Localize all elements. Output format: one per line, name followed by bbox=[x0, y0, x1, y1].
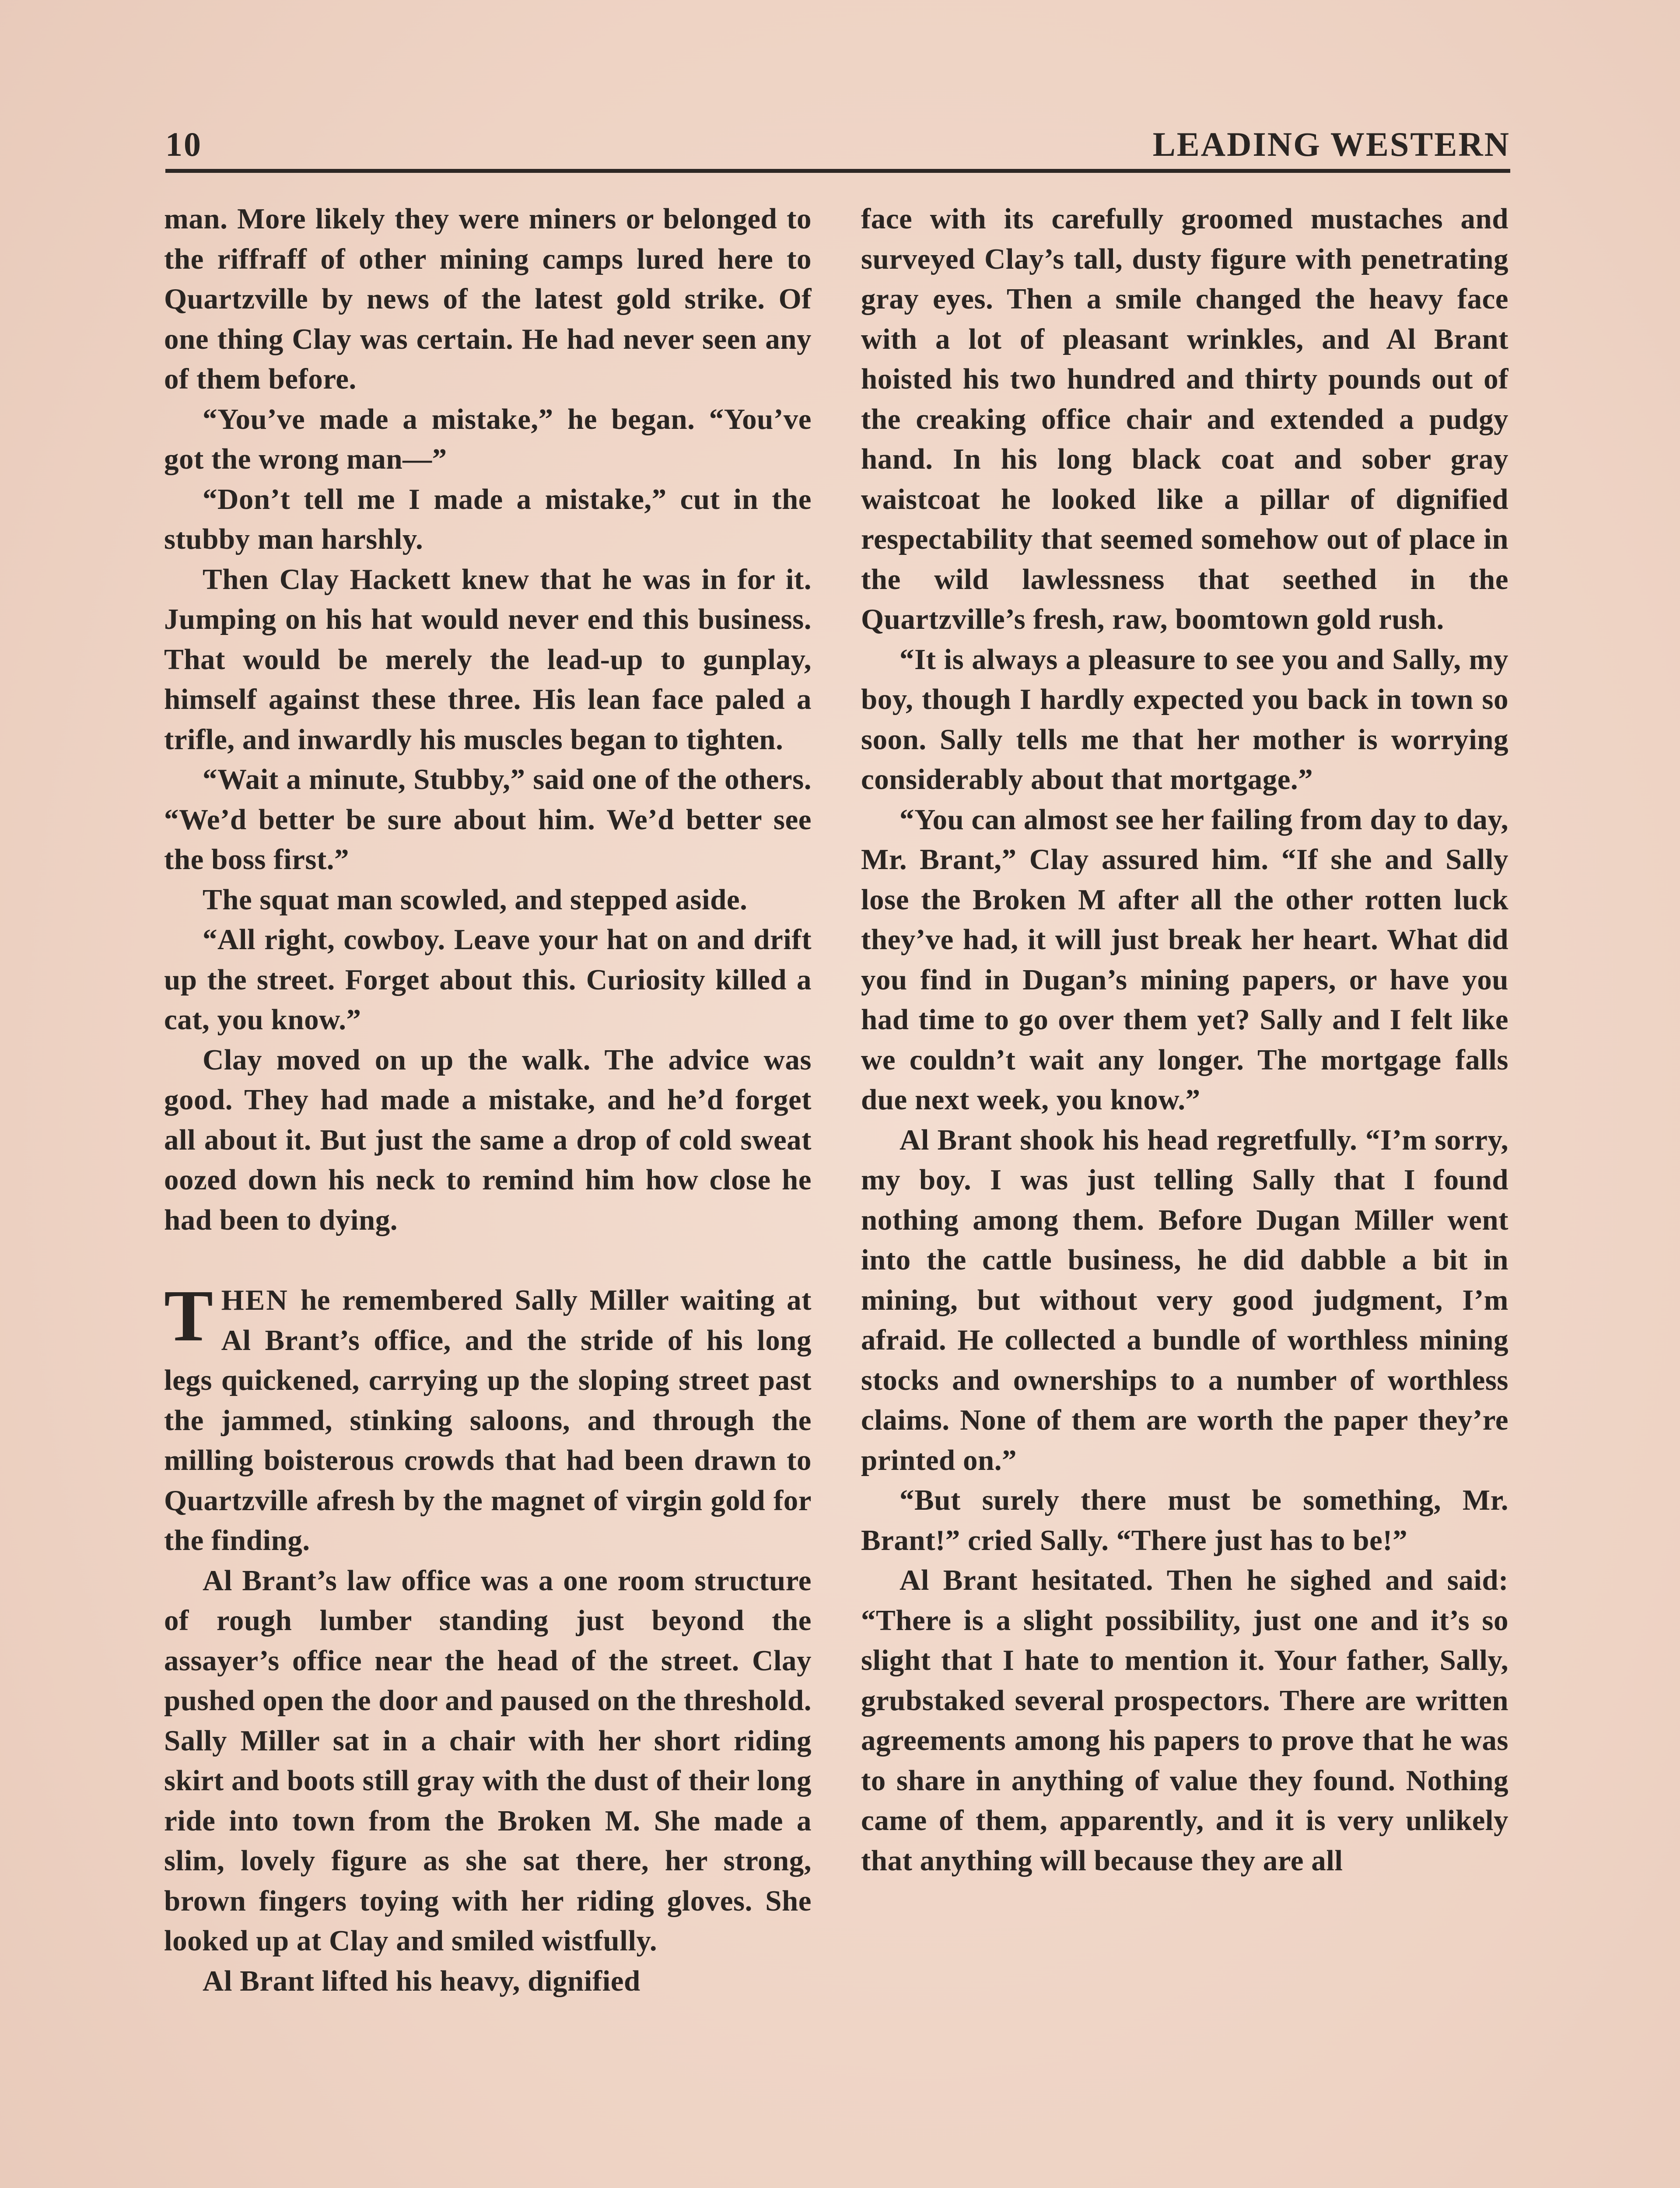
paragraph: face with its carefully groomed mustaches and surveyed Clay’s tall, dusty figure with penetrating gray eyes. Then a smile changed the heavy face with a lot of pleasant wrinkles, and Al Brant hoisted his two hundred and thirty pounds out of the creaking office chair and extended a pudgy hand. In his long black coat and sober gray waistcoat he looked like a pillar of dignified respectability that seemed somehow out of place in the wild lawlessness that seethed in the Quartzville’s fresh, raw, boomtown gold rush. bbox=[861, 203, 1508, 635]
page-number: 10 bbox=[165, 125, 202, 163]
publication-title: LEADING WESTERN bbox=[1152, 125, 1510, 163]
paragraph: Clay moved on up the walk. The advice was good. They had made a mistake, and he’d forget all about it. But just the same a drop of cold sweat oozed down his neck to remind him how close he had been to dying. bbox=[164, 1043, 812, 1236]
left-column bbox=[164, 199, 812, 2001]
paragraph: “You can almost see her failing from day to day, Mr. Brant,” Clay assured him. “If she and Sally lose the Broken M after all the other rotten luck they’ve had, it will just break her heart. What did you find in Dugan’s mining papers, or have you had time to go over them yet? Sally and I felt like we couldn’t wait any longer. The mortgage falls due next week, you know.” bbox=[861, 803, 1508, 1116]
paragraph: Al Brant hesitated. Then he sighed and said: “There is a slight possibility, just one and it’s so slight that I hate to mention it. Your father, Sally, grubstaked several prospectors. There are written agreements among his papers to prove that he was to share in anything of value they found. Nothing came of them, apparently, and it is very unlikely that anything will because they are all bbox=[861, 1564, 1508, 1877]
paragraph: The squat man scowled, and stepped aside. bbox=[203, 883, 748, 916]
paragraph: Al Brant shook his head regretfully. “I’m sorry, my boy. I was just telling Sally that I found nothing among them. Before Dugan Miller went into the cattle business, he did dabble a bit in mining, but without very good judgment, I’m afraid. He collected a bundle of worthless mining stocks and ownerships to a number of worthless claims. None of them are worth the paper they’re printed on.” bbox=[861, 1123, 1508, 1476]
right-column bbox=[861, 199, 1508, 1881]
page-header bbox=[165, 125, 1510, 168]
paragraph: Al Brant’s law office was a one room structure of rough lumber standing just beyond the assayer’s office near the head of the street. Clay pushed open the door and paused on the threshold. Sally Miller sat in a chair with her short riding skirt and boots still gray with the dust of their long ride into town from the Broken M. She made a slim, lovely figure as she sat there, her strong, brown fingers toying with her riding gloves. She looked up at Clay and smiled wistfully. bbox=[164, 1564, 812, 1957]
header-rule bbox=[165, 169, 1510, 173]
cap-word: HEN bbox=[221, 1284, 289, 1316]
paragraph-text: he remembered Sally Miller waiting at Al Brant’s office, and the stride of his long legs quickened, carrying up the sloping street past the jammed, stinking saloons, and through the milling boisterous crowds that had been drawn to Quartzville afresh by the magnet of virgin gold for the finding. bbox=[164, 1284, 812, 1557]
drop-cap: T bbox=[164, 1275, 214, 1357]
paragraph: “It is always a pleasure to see you and Sally, my boy, though I hardly expected you back in town so soon. Sally tells me that her mother is worrying considerably about that mortgage.” bbox=[861, 643, 1508, 796]
paragraph: “Don’t tell me I made a mistake,” cut in the stubby man harshly. bbox=[164, 483, 812, 555]
section-opening-paragraph bbox=[164, 1275, 812, 1561]
paragraph: Al Brant lifted his heavy, dignified bbox=[203, 1964, 640, 1997]
paragraph: Then Clay Hackett knew that he was in for it. Jumping on his hat would never end this business. That would be merely the lead-up to gunplay, himself against these three. His lean face paled a trifle, and inwardly his muscles began to tighten. bbox=[164, 563, 812, 756]
paragraph: “But surely there must be something, Mr. Brant!” cried Sally. “There just has to be!” bbox=[861, 1484, 1508, 1557]
paragraph: man. More likely they were miners or belonged to the riffraff of other mining camps lured here to Quartzville by news of the latest gold strike. Of one thing Clay was certain. He had never seen any of them before. bbox=[164, 203, 812, 395]
paragraph: “Wait a minute, Stubby,” said one of the others. “We’d better be sure about him. We’d better see the boss first.” bbox=[164, 763, 812, 876]
paragraph: “You’ve made a mistake,” he began. “You’ve got the wrong man—” bbox=[164, 403, 812, 475]
paragraph: “All right, cowboy. Leave your hat on and drift up the street. Forget about this. Curiosity killed a cat, you know.” bbox=[164, 923, 812, 1036]
